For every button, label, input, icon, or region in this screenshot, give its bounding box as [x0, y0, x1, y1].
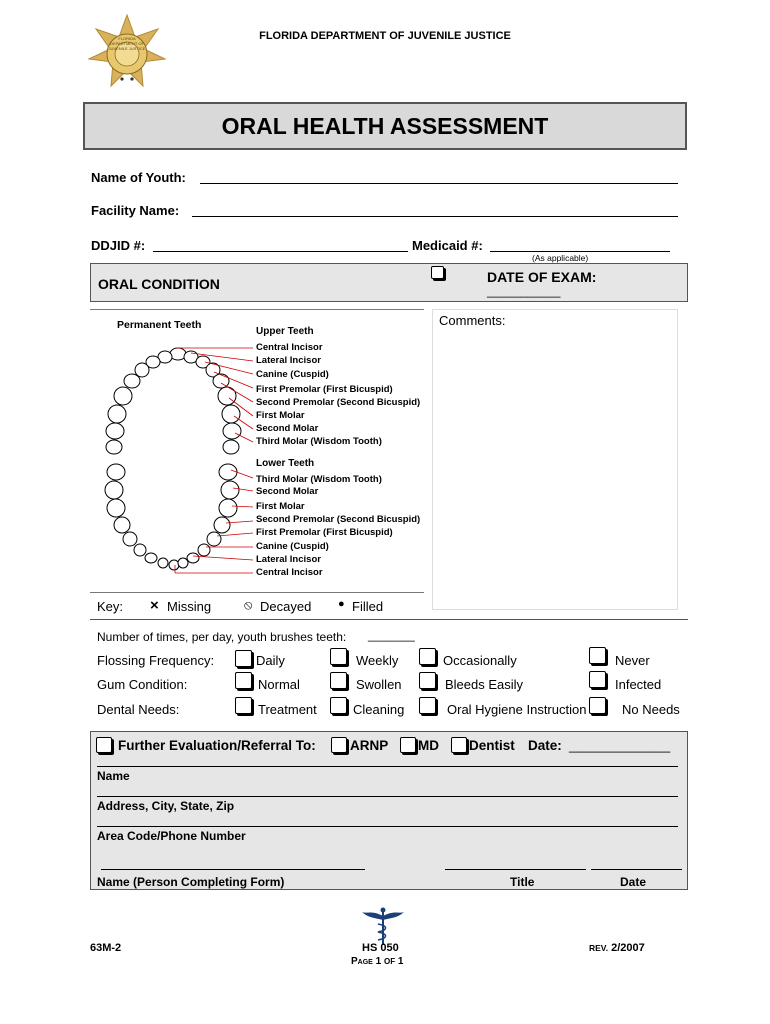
referral-label: Further Evaluation/Referral To: [118, 738, 316, 753]
lower-label-lateral-incisor: Lateral Incisor [256, 554, 321, 565]
rev-prefix: REV. [589, 943, 609, 953]
upper-label-third-molar: Third Molar (Wisdom Tooth) [256, 436, 382, 447]
lower-tooth [123, 532, 137, 546]
page-total: 1 [397, 956, 404, 967]
upper-tooth [135, 363, 149, 377]
gum-bleeds-label: Bleeds Easily [445, 677, 524, 692]
completer-title-line[interactable] [445, 869, 586, 870]
diagram-top-rule [90, 309, 424, 310]
lower-tooth [134, 544, 146, 556]
upper-label-first-premolar: First Premolar (First Bicuspid) [256, 384, 393, 395]
lower-tooth [107, 499, 125, 517]
upper-tooth [106, 423, 124, 439]
completer-title-label: Title [510, 875, 535, 889]
key-divider [90, 619, 688, 620]
flossing-never-checkbox[interactable] [589, 647, 606, 664]
address-line[interactable] [97, 796, 678, 797]
flossing-occasionally-label: Occasionally [443, 653, 517, 668]
lower-label-first-molar: First Molar [256, 501, 305, 512]
date-of-exam-field[interactable]: ___________ [487, 284, 561, 298]
name-of-youth-field[interactable] [200, 183, 678, 184]
dental-treatment-checkbox[interactable] [235, 697, 252, 714]
upper-tooth [114, 387, 132, 405]
decayed-icon: ⦸ [244, 597, 253, 612]
lower-tooth [187, 553, 199, 563]
referral-date-field[interactable]: ______________ [569, 738, 671, 753]
lower-tooth [207, 532, 221, 546]
md-label: MD [418, 738, 439, 753]
dental-label: Dental Needs: [97, 702, 180, 717]
completer-name-label: Name (Person Completing Form) [97, 875, 285, 889]
lower-tooth [114, 517, 130, 533]
permanent-teeth-title: Permanent Teeth [117, 319, 202, 331]
gum-infected-label: Infected [615, 677, 662, 692]
upper-label-second-premolar: Second Premolar (Second Bicuspid) [256, 397, 421, 408]
ddjid-label: DDJID #: [91, 238, 146, 253]
dentist-checkbox[interactable] [451, 737, 467, 753]
dental-no-needs-checkbox[interactable] [589, 697, 606, 714]
flossing-daily-label: Daily [256, 653, 285, 668]
lower-leader [226, 521, 253, 523]
upper-tooth [170, 348, 186, 360]
referral-checkbox[interactable] [96, 737, 112, 753]
lower-tooth [219, 464, 237, 480]
upper-tooth [218, 387, 236, 405]
lower-leader [193, 556, 253, 560]
upper-label-first-molar: First Molar [256, 410, 305, 421]
lower-label-third-molar: Third Molar (Wisdom Tooth) [256, 474, 382, 485]
completer-date-label: Date [620, 875, 647, 889]
upper-tooth [124, 374, 140, 388]
gum-normal-label: Normal [258, 677, 300, 692]
facility-name-field[interactable] [192, 216, 678, 217]
upper-tooth [223, 440, 239, 454]
flossing-daily-checkbox[interactable] [235, 650, 252, 667]
completer-date-line[interactable] [591, 869, 682, 870]
gum-label: Gum Condition: [97, 677, 188, 692]
missing-icon: × [150, 597, 159, 614]
lower-label-second-premolar: Second Premolar (Second Bicuspid) [256, 514, 421, 525]
diagram-bottom-rule [90, 592, 424, 593]
filled-icon: ● [338, 598, 345, 610]
dental-no-needs-label: No Needs [622, 702, 680, 717]
flossing-occasionally-checkbox[interactable] [419, 648, 436, 665]
lower-tooth [221, 481, 239, 499]
ddjid-field[interactable] [153, 251, 408, 252]
as-applicable-note: (As applicable) [532, 253, 589, 263]
lower-tooth [178, 558, 188, 568]
lower-tooth [145, 553, 157, 563]
gum-infected-checkbox[interactable] [589, 671, 606, 688]
date-of-exam-label: DATE OF EXAM: [487, 269, 597, 285]
flossing-weekly-checkbox[interactable] [330, 648, 347, 665]
key-missing: Missing [167, 599, 212, 614]
dental-hygiene-checkbox[interactable] [419, 697, 436, 714]
upper-tooth [106, 440, 122, 454]
completer-name-line[interactable] [101, 869, 365, 870]
referral-date-label: Date: [528, 738, 562, 753]
referral-address-label: Address, City, State, Zip [97, 799, 235, 813]
hs-number: HS 050 [362, 942, 399, 954]
lower-tooth [105, 481, 123, 499]
phone-line[interactable] [97, 826, 678, 827]
department-seal [88, 14, 166, 92]
title-box [83, 102, 687, 150]
flossing-label: Flossing Frequency: [97, 653, 215, 668]
dental-cleaning-label: Cleaning [353, 702, 405, 717]
upper-label-canine: Canine (Cuspid) [256, 369, 329, 380]
lower-tooth [169, 560, 179, 570]
dental-hygiene-label: Oral Hygiene Instruction [447, 702, 587, 717]
lower-tooth [198, 544, 210, 556]
page-prefix: Page [351, 956, 373, 967]
upper-label-second-molar: Second Molar [256, 423, 319, 434]
md-checkbox[interactable] [400, 737, 416, 753]
lower-tooth [219, 499, 237, 517]
form-title: ORAL HEALTH ASSESSMENT [221, 113, 549, 139]
comments-label: Comments: [439, 313, 506, 328]
comments-box[interactable] [432, 309, 678, 610]
dental-cleaning-checkbox[interactable] [330, 697, 347, 714]
dentist-label: Dentist [469, 738, 515, 753]
page-of: OF [383, 957, 396, 966]
brushing-label: Number of times, per day, youth brushes teeth: [97, 630, 347, 644]
upper-label-central-incisor: Central Incisor [256, 342, 323, 353]
referral-phone-label: Area Code/Phone Number [97, 829, 246, 843]
caduceus-icon [360, 906, 406, 946]
lower-label-second-molar: Second Molar [256, 486, 319, 497]
form-code: 63M-2 [90, 942, 122, 954]
upper-tooth [222, 405, 240, 423]
name-of-youth-label: Name of Youth: [91, 170, 186, 185]
oral-condition-checkbox[interactable] [431, 266, 444, 279]
name-line[interactable] [97, 766, 678, 767]
lower-tooth [214, 517, 230, 533]
upper-tooth [108, 405, 126, 423]
arnp-checkbox[interactable] [331, 737, 347, 753]
dental-treatment-label: Treatment [258, 702, 317, 717]
gum-swollen-label: Swollen [356, 677, 402, 692]
revision [589, 942, 645, 954]
lower-label-central-incisor: Central Incisor [256, 567, 323, 578]
key-decayed: Decayed [260, 599, 312, 614]
gum-normal-checkbox[interactable] [235, 672, 252, 689]
arnp-label: ARNP [350, 738, 389, 753]
oral-condition-title: ORAL CONDITION [98, 276, 220, 292]
teeth-diagram [95, 330, 275, 585]
referral-name-label: Name [97, 769, 130, 783]
medicaid-label: Medicaid #: [412, 238, 483, 253]
lower-teeth-title: Lower Teeth [256, 458, 315, 469]
upper-tooth [223, 423, 241, 439]
flossing-weekly-label: Weekly [356, 653, 399, 668]
brushing-field[interactable]: _______ [368, 628, 415, 642]
medicaid-field[interactable] [490, 251, 670, 252]
lower-label-canine: Canine (Cuspid) [256, 541, 329, 552]
lower-label-first-premolar: First Premolar (First Bicuspid) [256, 527, 393, 538]
agency-name: FLORIDA DEPARTMENT OF JUVENILE JUSTICE [259, 30, 511, 42]
page-indicator [351, 956, 403, 967]
page-num: 1 [375, 956, 382, 967]
lower-tooth [158, 558, 168, 568]
key-filled: Filled [352, 599, 384, 614]
gum-bleeds-checkbox[interactable] [419, 672, 436, 689]
seal-text: FLORIDA DEPARTMENT OF JUVENILE JUSTICE [108, 36, 146, 51]
key-label: Key: [97, 599, 124, 614]
facility-name-label: Facility Name: [91, 203, 180, 218]
upper-label-lateral-incisor: Lateral Incisor [256, 355, 321, 366]
upper-teeth-title: Upper Teeth [256, 326, 314, 337]
gum-swollen-checkbox[interactable] [330, 672, 347, 689]
rev-date: 2/2007 [611, 942, 645, 954]
lower-tooth [107, 464, 125, 480]
flossing-never-label: Never [615, 653, 650, 668]
